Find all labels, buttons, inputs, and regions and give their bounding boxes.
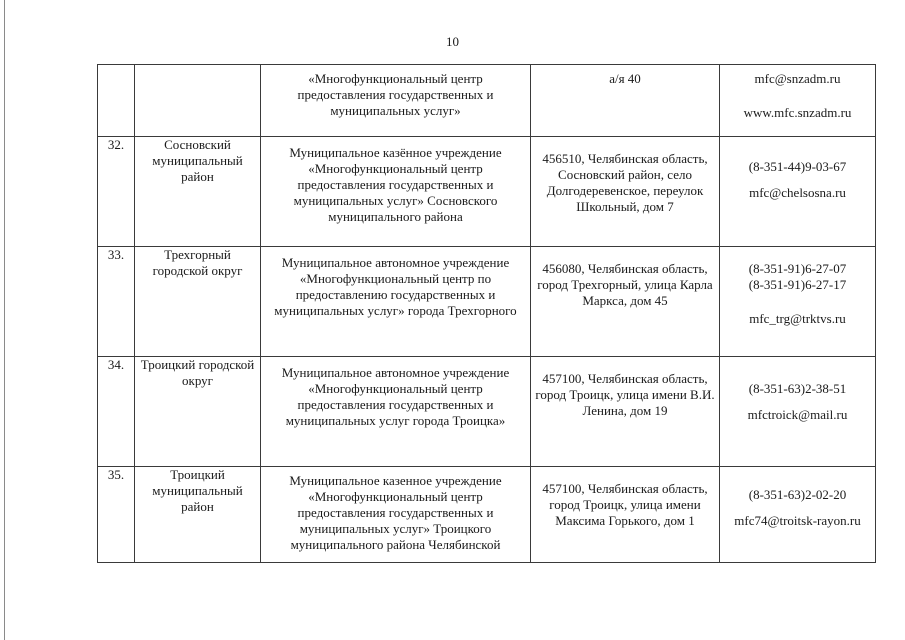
organization-cell: [261, 247, 531, 357]
table-row: [98, 357, 876, 467]
district-name: Сосновский муниципальный район: [135, 137, 261, 247]
district-name: [135, 65, 261, 137]
address-cell: [531, 137, 720, 247]
organization-name: Муниципальное казённое учреждение «Многофункциональный центр предоставления государственных и муниципальных услуг» Сосновского муниципального района: [289, 145, 502, 224]
address-cell: [531, 247, 720, 357]
email-link[interactable]: mfc_trg@trktvs.ru: [749, 311, 846, 326]
contacts-cell: [720, 467, 876, 563]
contacts-cell: [720, 65, 876, 137]
organization-cell: [261, 357, 531, 467]
organization-name: Муниципальное автономное учреждение «Многофункциональный центр предоставления государственных и муниципальных услуг города Троицка»: [281, 365, 510, 428]
address-text: 457100, Челябинская область, город Троицк, улица имени В.И. Ленина, дом 19: [535, 371, 715, 418]
address-text: а/я 40: [609, 71, 641, 86]
page-left-edge: [4, 0, 5, 640]
district-name: Троицкий муниципальный район: [135, 467, 261, 563]
website-link[interactable]: www.mfc.snzadm.ru: [743, 105, 852, 120]
row-number: 33.: [98, 247, 135, 357]
mfc-registry-table: [97, 64, 876, 563]
row-number: 32.: [98, 137, 135, 247]
email-link[interactable]: mfctroick@mail.ru: [747, 407, 848, 422]
district-name: Трехгорный городской округ: [135, 247, 261, 357]
address-text: 456510, Челябинская область, Сосновский район, село Долгодеревенское, переулок Школьный, дом 7: [542, 151, 708, 214]
table-row: [98, 65, 876, 137]
address-cell: [531, 467, 720, 563]
page-number: 10: [446, 34, 459, 49]
address-cell: [531, 357, 720, 467]
email-link[interactable]: mfc74@troitsk-rayon.ru: [734, 513, 861, 528]
organization-cell: [261, 137, 531, 247]
address-text: 457100, Челябинская область, город Троицк, улица имени Максима Горького, дом 1: [542, 481, 708, 528]
address-cell: [531, 65, 720, 137]
organization-cell: [261, 467, 531, 563]
row-number: 34.: [98, 357, 135, 467]
phone-number: (8-351-91)6-27-07: [748, 261, 847, 276]
phone-number: (8-351-44)9-03-67: [748, 159, 847, 174]
row-number: [98, 65, 135, 137]
email-link[interactable]: mfc@snzadm.ru: [754, 71, 841, 86]
table-row: [98, 247, 876, 357]
contacts-cell: [720, 247, 876, 357]
organization-cell: [261, 65, 531, 137]
organization-name: Муниципальное казенное учреждение «Многофункциональный центр предоставления государственных и муниципальных услуг» Троицкого муниципального района Челябинской: [289, 473, 502, 552]
organization-name: Муниципальное автономное учреждение «Многофункциональный центр по предоставлению государственных и муниципальных услуг» города Трехгорного: [274, 255, 517, 318]
district-name: Троицкий городской округ: [135, 357, 261, 467]
email-link[interactable]: mfc@chelsosna.ru: [749, 185, 846, 200]
contacts-cell: [720, 357, 876, 467]
organization-name: «Многофункциональный центр предоставления государственных и муниципальных услуг»: [297, 71, 494, 118]
phone-number: (8-351-63)2-38-51: [748, 381, 847, 396]
table-row: [98, 467, 876, 563]
address-text: 456080, Челябинская область, город Трехгорный, улица Карла Маркса, дом 45: [537, 261, 713, 308]
table-row: [98, 137, 876, 247]
row-number: 35.: [98, 467, 135, 563]
phone-number: (8-351-91)6-27-17: [748, 277, 847, 292]
contacts-cell: [720, 137, 876, 247]
phone-number: (8-351-63)2-02-20: [748, 487, 847, 502]
